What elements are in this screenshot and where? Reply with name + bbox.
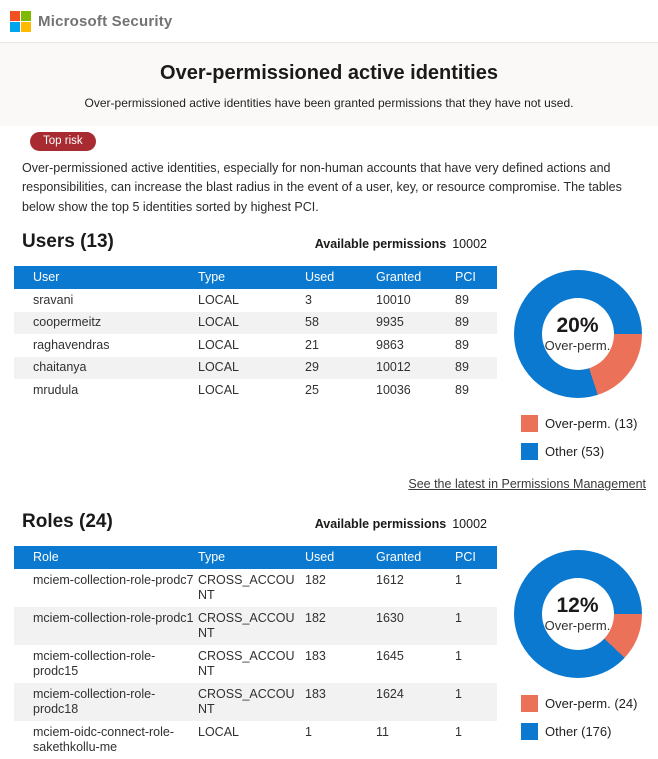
cell: mciem-collection-role-prodc7 xyxy=(33,572,194,587)
roles-donut-chart xyxy=(514,550,642,678)
cell: LOCAL xyxy=(198,337,239,352)
users-chart-legend xyxy=(521,415,637,471)
cell: 3 xyxy=(305,292,312,307)
roles-donut-center xyxy=(542,578,614,650)
legend-swatch xyxy=(521,695,538,712)
cell: sravani xyxy=(33,292,74,307)
table-row xyxy=(14,334,497,357)
roles-section-header xyxy=(14,511,497,533)
cell: LOCAL xyxy=(198,724,239,739)
cell: 182 xyxy=(305,610,326,625)
cell: 1 xyxy=(455,648,462,663)
legend-item xyxy=(521,443,637,460)
table-row xyxy=(14,721,497,759)
column-header: Used xyxy=(305,266,376,289)
roles-available-permissions xyxy=(315,517,487,533)
permissions-management-link[interactable]: See the latest in Permissions Management xyxy=(408,477,646,492)
column-header: Type xyxy=(198,546,305,569)
cell: 25 xyxy=(305,382,319,397)
users-chart-column xyxy=(497,266,658,471)
cell: mciem-collection-role-prodc1 xyxy=(33,610,194,625)
legend-swatch xyxy=(521,443,538,460)
table-row xyxy=(14,645,497,683)
legend-item xyxy=(521,695,637,712)
users-section-header xyxy=(14,231,497,253)
roles-overperm-percent: 12% xyxy=(556,594,599,618)
available-permissions-value: 10002 xyxy=(452,517,487,532)
table-row xyxy=(14,683,497,721)
cell: 1 xyxy=(455,724,462,739)
cell: 1 xyxy=(455,686,462,701)
hero-banner xyxy=(0,42,658,126)
cell: CROSS_ACCOUNT xyxy=(198,572,295,603)
legend-label: Other (53) xyxy=(545,444,605,460)
users-donut-chart xyxy=(514,270,642,398)
column-header: Role xyxy=(14,546,198,569)
users-heading: Users (13) xyxy=(22,231,114,253)
cell: 89 xyxy=(455,382,469,397)
legend-label: Other (176) xyxy=(545,724,612,740)
cell: 1624 xyxy=(376,686,404,701)
page-subtitle: Over-permissioned active identities have been granted permissions that they have not used. xyxy=(84,96,574,110)
roles-table-header-row xyxy=(14,546,497,569)
cell: 10012 xyxy=(376,360,411,375)
table-row xyxy=(14,312,497,335)
top-risk-badge: Top risk xyxy=(30,132,96,151)
cell: chaitanya xyxy=(33,360,87,375)
cell: LOCAL xyxy=(198,315,239,330)
cell: raghavendras xyxy=(33,337,110,352)
cell: LOCAL xyxy=(198,292,239,307)
users-donut-center xyxy=(542,298,614,370)
users-section-body xyxy=(0,266,658,471)
cell: 1612 xyxy=(376,572,404,587)
cell: 1630 xyxy=(376,610,404,625)
cell: 10010 xyxy=(376,292,411,307)
link-row xyxy=(0,475,646,493)
users-overperm-center-label: Over-perm. xyxy=(544,338,611,354)
cell: 1645 xyxy=(376,648,404,663)
brand-title: Microsoft Security xyxy=(38,12,173,30)
roles-overperm-center-label: Over-perm. xyxy=(544,618,611,634)
cell: 89 xyxy=(455,315,469,330)
cell: 21 xyxy=(305,337,319,352)
cell: 183 xyxy=(305,648,326,663)
roles-section xyxy=(0,511,658,759)
roles-heading: Roles (24) xyxy=(22,511,113,533)
roles-table xyxy=(14,546,497,759)
app-header xyxy=(0,0,658,42)
cell: 89 xyxy=(455,292,469,307)
cell: mciem-oidc-connect-role-sakethkollu-me xyxy=(33,724,175,755)
column-header: Used xyxy=(305,546,376,569)
column-header: PCI xyxy=(455,266,497,289)
cell: coopermeitz xyxy=(33,315,102,330)
users-overperm-percent: 20% xyxy=(556,314,599,338)
legend-swatch xyxy=(521,723,538,740)
cell: 89 xyxy=(455,360,469,375)
cell: 58 xyxy=(305,315,319,330)
cell: CROSS_ACCOUNT xyxy=(198,686,295,717)
available-permissions-label: Available permissions xyxy=(314,237,447,252)
cell: 1 xyxy=(455,572,462,587)
cell: LOCAL xyxy=(198,360,239,375)
roles-section-body xyxy=(0,546,658,759)
cell: mciem-collection-role-prodc15 xyxy=(33,648,156,679)
legend-swatch xyxy=(521,415,538,432)
cell: 11 xyxy=(376,724,389,739)
users-available-permissions xyxy=(315,237,487,253)
cell: LOCAL xyxy=(198,382,239,397)
roles-chart-legend xyxy=(521,695,637,751)
microsoft-logo-icon xyxy=(10,11,31,32)
cell: 10036 xyxy=(376,382,411,397)
table-row xyxy=(14,569,497,607)
cell: 9935 xyxy=(376,315,404,330)
legend-label: Over-perm. (13) xyxy=(545,416,638,432)
cell: 89 xyxy=(455,337,469,352)
available-permissions-value: 10002 xyxy=(452,237,487,252)
page-title: Over-permissioned active identities xyxy=(160,62,498,84)
table-row xyxy=(14,379,497,402)
table-row xyxy=(14,607,497,645)
table-row xyxy=(14,357,497,380)
legend-item xyxy=(521,723,637,740)
cell: mrudula xyxy=(33,382,79,397)
cell: mciem-collection-role-prodc18 xyxy=(33,686,156,717)
legend-label: Over-perm. (24) xyxy=(545,696,638,712)
cell: 1 xyxy=(455,610,462,625)
cell: 29 xyxy=(305,360,319,375)
cell: 182 xyxy=(305,572,326,587)
users-table-header-row xyxy=(14,266,497,289)
intro-text: Over-permissioned active identities, especially for non-human accounts that have very defined actions and responsibilities, can increase the blast radius in the event of a user, key, or resource compromise. The tables below show the top 5 identities sorted by highest PCI. xyxy=(22,161,622,214)
cell: CROSS_ACCOUNT xyxy=(198,610,295,641)
column-header: PCI xyxy=(455,546,497,569)
column-header: Granted xyxy=(376,546,455,569)
available-permissions-label: Available permissions xyxy=(314,517,447,532)
users-table xyxy=(14,266,497,402)
cell: 9863 xyxy=(376,337,404,352)
column-header: Granted xyxy=(376,266,455,289)
table-row xyxy=(14,289,497,312)
cell: 183 xyxy=(305,686,326,701)
cell: 1 xyxy=(305,724,312,739)
cell: CROSS_ACCOUNT xyxy=(198,648,295,679)
column-header: User xyxy=(14,266,198,289)
users-section xyxy=(0,231,658,471)
column-header: Type xyxy=(198,266,305,289)
roles-chart-column xyxy=(497,546,658,751)
legend-item xyxy=(521,415,637,432)
